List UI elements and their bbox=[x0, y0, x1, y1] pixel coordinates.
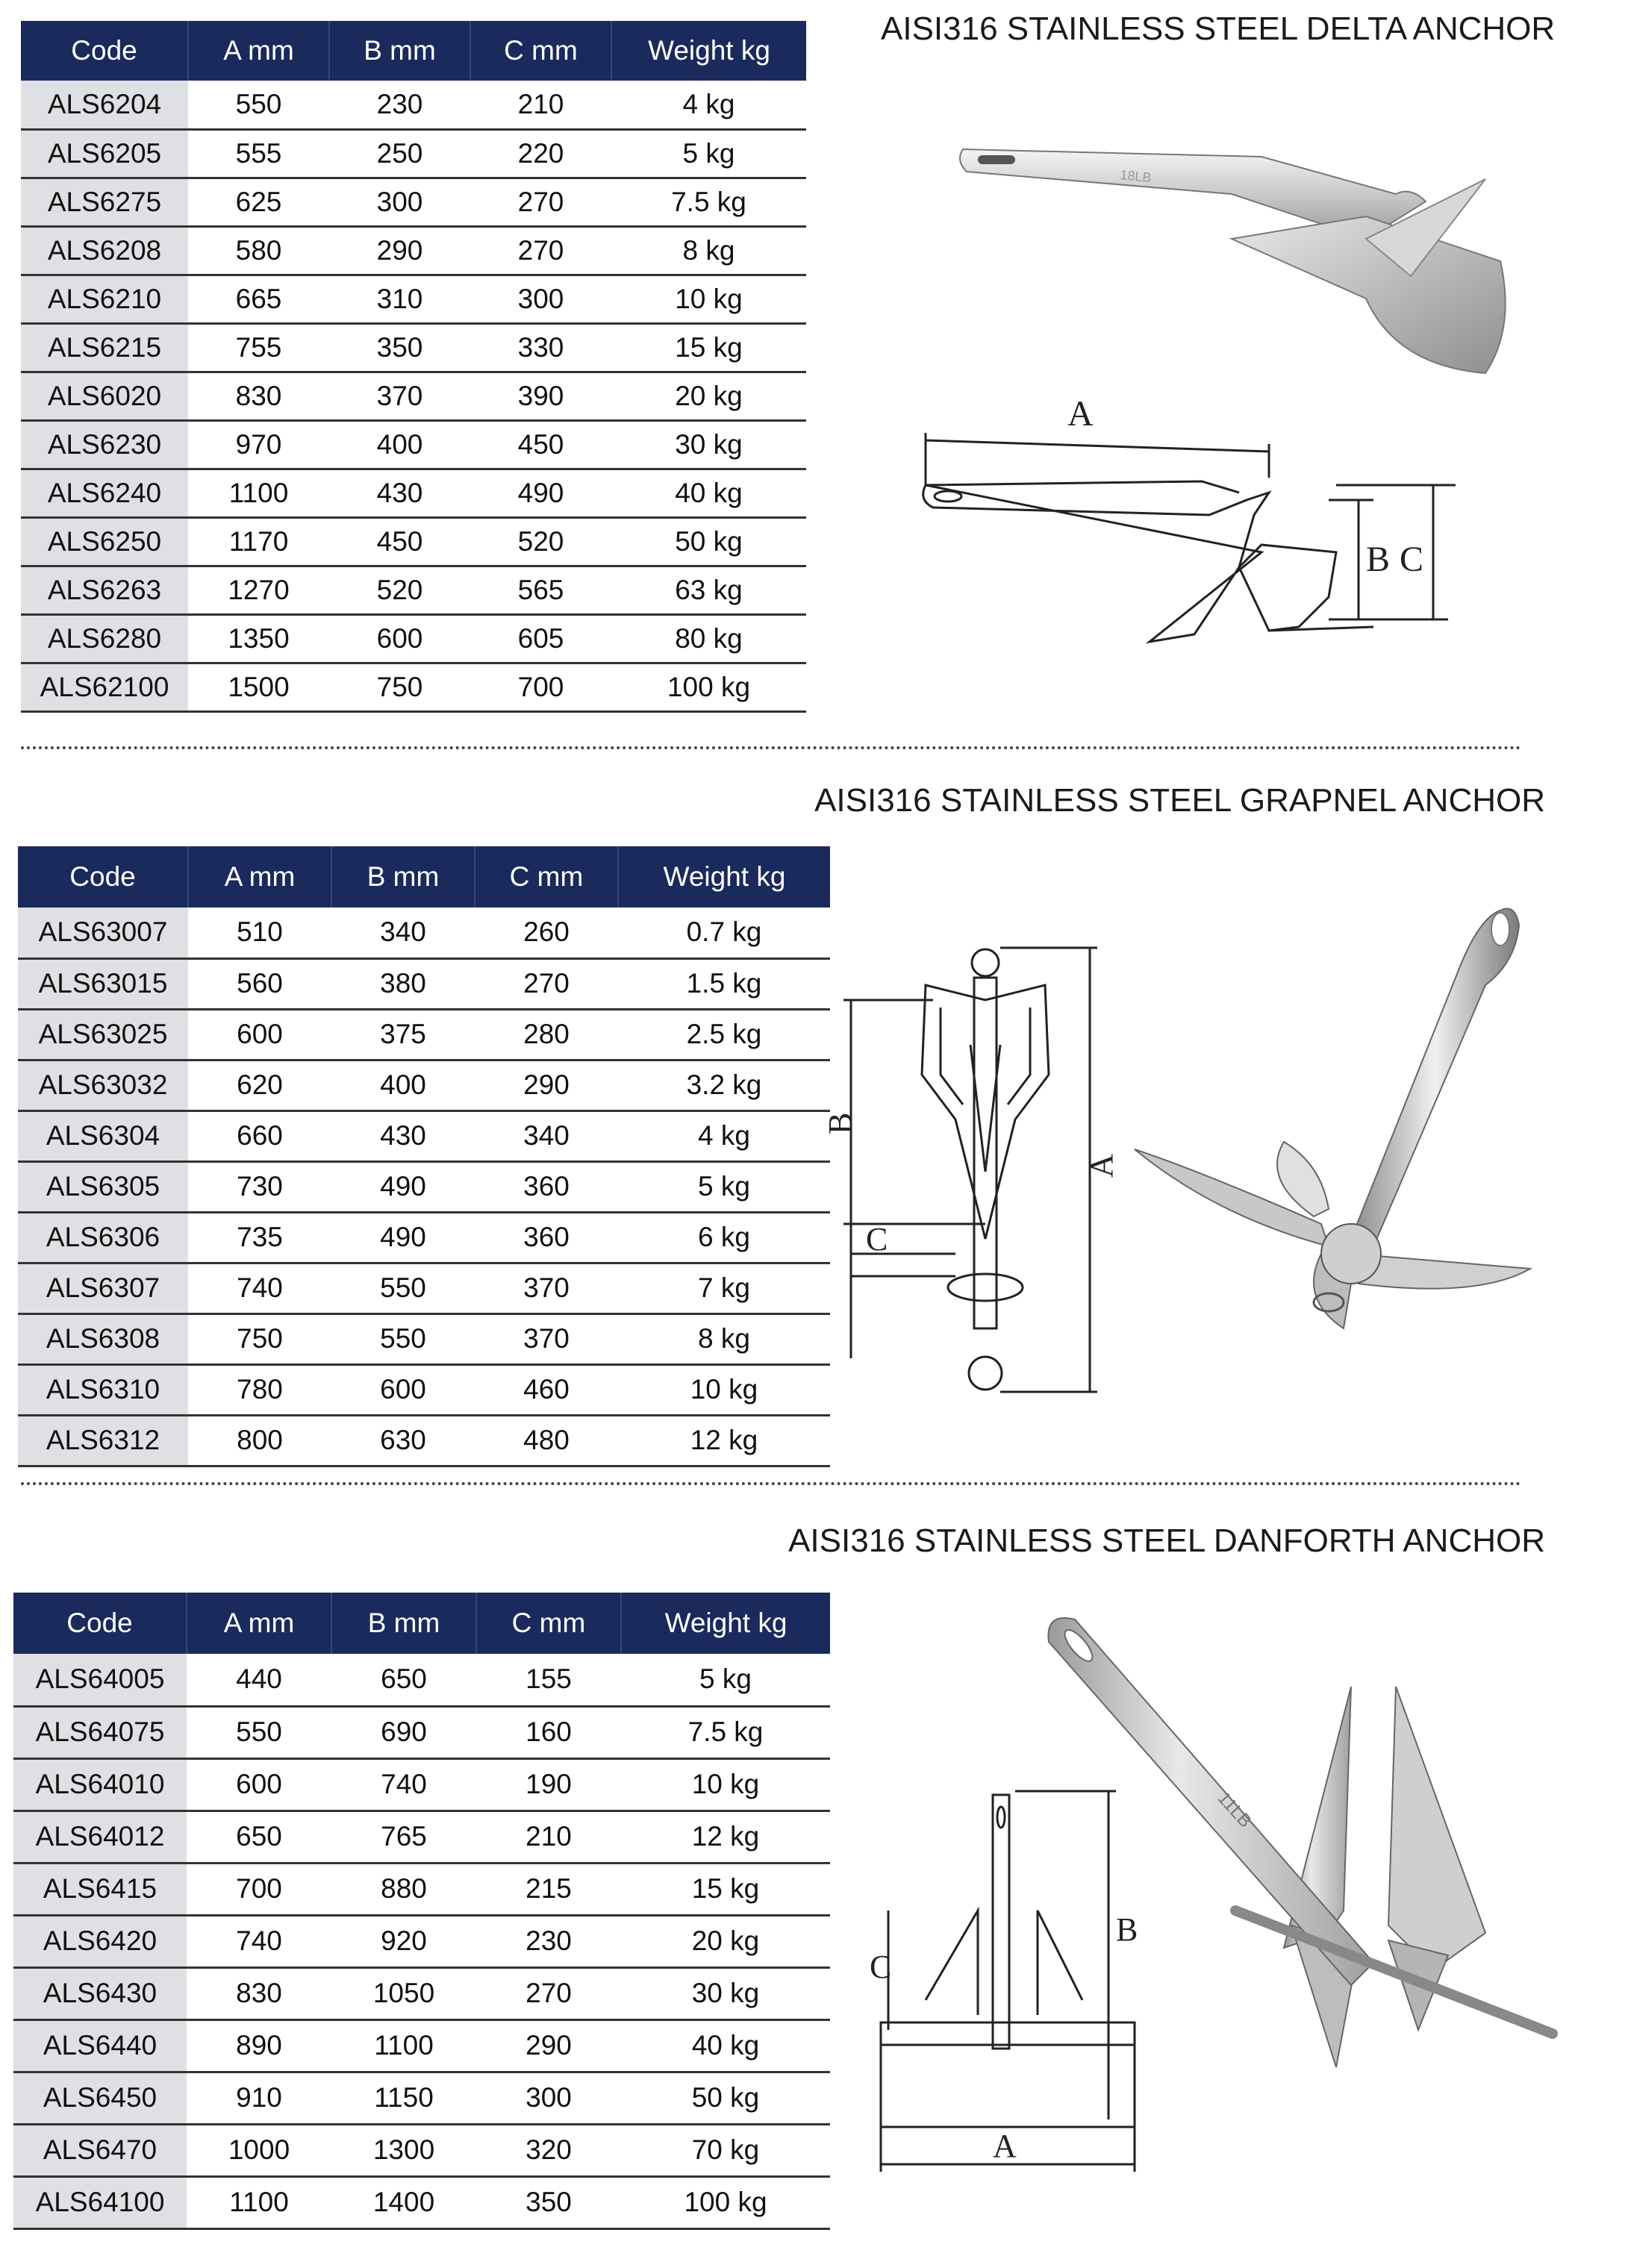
value-cell: 350 bbox=[476, 2176, 621, 2228]
column-header: Weight kg bbox=[621, 1593, 830, 1654]
value-cell: 830 bbox=[187, 1967, 331, 2019]
column-header: A mm bbox=[187, 1593, 331, 1654]
delta-anchor-photo bbox=[948, 127, 1515, 396]
column-header: Weight kg bbox=[611, 21, 806, 81]
value-cell: 780 bbox=[188, 1364, 331, 1415]
value-cell: 5 kg bbox=[621, 1654, 830, 1706]
value-cell: 350 bbox=[329, 323, 470, 372]
column-header: C mm bbox=[470, 21, 611, 81]
value-cell: 480 bbox=[475, 1415, 618, 1466]
value-cell: 8 kg bbox=[611, 226, 806, 275]
table-row bbox=[13, 2176, 830, 2228]
section-divider bbox=[21, 746, 1521, 749]
danforth-anchor-table bbox=[13, 1593, 830, 2230]
value-cell: 550 bbox=[331, 1313, 475, 1364]
value-cell: 400 bbox=[331, 1060, 475, 1110]
table-row bbox=[13, 1863, 830, 1915]
value-cell: 30 kg bbox=[611, 420, 806, 469]
value-cell: 20 kg bbox=[621, 1915, 830, 1967]
value-cell: 830 bbox=[188, 372, 329, 420]
value-cell: 3.2 kg bbox=[618, 1060, 830, 1110]
table-row bbox=[21, 372, 806, 420]
value-cell: 100 kg bbox=[611, 663, 806, 711]
value-cell: 600 bbox=[329, 614, 470, 663]
value-cell: 1100 bbox=[331, 2019, 476, 2072]
grapnel-anchor-title: AISI316 STAINLESS STEEL GRAPNEL ANCHOR bbox=[814, 782, 1545, 819]
value-cell: 80 kg bbox=[611, 614, 806, 663]
table-row bbox=[13, 1654, 830, 1706]
table-row bbox=[13, 2072, 830, 2124]
value-cell: 100 kg bbox=[621, 2176, 830, 2228]
value-cell: 215 bbox=[476, 1863, 621, 1915]
value-cell: 270 bbox=[470, 226, 611, 275]
value-cell: 260 bbox=[475, 907, 618, 958]
value-cell: 12 kg bbox=[621, 1811, 830, 1863]
table-row bbox=[18, 907, 830, 958]
value-cell: 750 bbox=[188, 1313, 331, 1364]
danforth-dim-c: C bbox=[870, 1949, 892, 1985]
value-cell: 910 bbox=[187, 2072, 331, 2124]
grapnel-anchor-drawing bbox=[822, 925, 1135, 1403]
table-row bbox=[21, 226, 806, 275]
value-cell: 550 bbox=[187, 1706, 331, 1758]
danforth-anchor-title: AISI316 STAINLESS STEEL DANFORTH ANCHOR bbox=[788, 1522, 1545, 1559]
table-row bbox=[18, 1060, 830, 1110]
value-cell: 1170 bbox=[188, 517, 329, 566]
value-cell: 920 bbox=[331, 1915, 476, 1967]
grapnel-dim-b: B bbox=[822, 1112, 858, 1134]
value-cell: 380 bbox=[331, 958, 475, 1009]
value-cell: 40 kg bbox=[621, 2019, 830, 2072]
value-cell: 280 bbox=[475, 1009, 618, 1060]
delta-dim-a: A bbox=[1067, 394, 1094, 434]
value-cell: 290 bbox=[475, 1060, 618, 1110]
value-cell: 10 kg bbox=[618, 1364, 830, 1415]
value-cell: 290 bbox=[329, 226, 470, 275]
value-cell: 155 bbox=[476, 1654, 621, 1706]
value-cell: 550 bbox=[331, 1263, 475, 1313]
value-cell: 360 bbox=[475, 1161, 618, 1212]
value-cell: 650 bbox=[331, 1654, 476, 1706]
table-row bbox=[18, 1364, 830, 1415]
value-cell: 370 bbox=[329, 372, 470, 420]
value-cell: 210 bbox=[470, 81, 611, 129]
value-cell: 740 bbox=[188, 1263, 331, 1313]
delta-stamp-text: 18LB bbox=[1119, 167, 1153, 186]
code-cell: ALS6280 bbox=[21, 614, 188, 663]
delta-dim-b: B bbox=[1366, 540, 1391, 579]
code-cell: ALS63015 bbox=[18, 958, 188, 1009]
value-cell: 10 kg bbox=[611, 275, 806, 323]
value-cell: 270 bbox=[470, 178, 611, 226]
value-cell: 1270 bbox=[188, 566, 329, 614]
value-cell: 230 bbox=[476, 1915, 621, 1967]
code-cell: ALS63032 bbox=[18, 1060, 188, 1110]
value-cell: 6 kg bbox=[618, 1212, 830, 1263]
value-cell: 370 bbox=[475, 1313, 618, 1364]
table-row bbox=[18, 1161, 830, 1212]
code-cell: ALS6250 bbox=[21, 517, 188, 566]
grapnel-dim-a: A bbox=[1083, 1154, 1120, 1178]
value-cell: 340 bbox=[475, 1110, 618, 1161]
code-cell: ALS64005 bbox=[13, 1654, 187, 1706]
value-cell: 40 kg bbox=[611, 469, 806, 517]
table-row bbox=[13, 2019, 830, 2072]
table-row bbox=[18, 1009, 830, 1060]
value-cell: 970 bbox=[188, 420, 329, 469]
code-cell: ALS6205 bbox=[21, 129, 188, 178]
value-cell: 630 bbox=[331, 1415, 475, 1466]
code-cell: ALS6310 bbox=[18, 1364, 188, 1415]
value-cell: 765 bbox=[331, 1811, 476, 1863]
value-cell: 10 kg bbox=[621, 1758, 830, 1811]
column-header: B mm bbox=[331, 846, 475, 907]
value-cell: 330 bbox=[470, 323, 611, 372]
table-row bbox=[13, 1967, 830, 2019]
value-cell: 1400 bbox=[331, 2176, 476, 2228]
value-cell: 375 bbox=[331, 1009, 475, 1060]
table-row bbox=[18, 958, 830, 1009]
code-cell: ALS6275 bbox=[21, 178, 188, 226]
table-row bbox=[18, 1110, 830, 1161]
table-row bbox=[21, 81, 806, 129]
danforth-dim-b: B bbox=[1116, 1911, 1138, 1948]
value-cell: 580 bbox=[188, 226, 329, 275]
column-header: C mm bbox=[475, 846, 618, 907]
value-cell: 0.7 kg bbox=[618, 907, 830, 958]
section-divider bbox=[21, 1482, 1521, 1485]
value-cell: 600 bbox=[188, 1009, 331, 1060]
column-header: Weight kg bbox=[618, 846, 830, 907]
value-cell: 290 bbox=[476, 2019, 621, 2072]
value-cell: 7.5 kg bbox=[611, 178, 806, 226]
value-cell: 490 bbox=[331, 1161, 475, 1212]
grapnel-anchor-photo bbox=[1127, 896, 1560, 1358]
table-row bbox=[13, 1758, 830, 1811]
value-cell: 440 bbox=[187, 1654, 331, 1706]
danforth-dim-a: A bbox=[993, 2128, 1017, 2164]
value-cell: 665 bbox=[188, 275, 329, 323]
code-cell: ALS6308 bbox=[18, 1313, 188, 1364]
value-cell: 625 bbox=[188, 178, 329, 226]
value-cell: 520 bbox=[470, 517, 611, 566]
table-row bbox=[18, 1415, 830, 1466]
table-row bbox=[21, 323, 806, 372]
value-cell: 1150 bbox=[331, 2072, 476, 2124]
value-cell: 460 bbox=[475, 1364, 618, 1415]
column-header: B mm bbox=[329, 21, 470, 81]
value-cell: 565 bbox=[470, 566, 611, 614]
column-header: C mm bbox=[476, 1593, 621, 1654]
value-cell: 4 kg bbox=[611, 81, 806, 129]
code-cell: ALS6450 bbox=[13, 2072, 187, 2124]
value-cell: 1000 bbox=[187, 2124, 331, 2176]
table-row bbox=[13, 1915, 830, 1967]
value-cell: 63 kg bbox=[611, 566, 806, 614]
delta-dim-c: C bbox=[1400, 540, 1424, 579]
value-cell: 550 bbox=[188, 81, 329, 129]
code-cell: ALS63025 bbox=[18, 1009, 188, 1060]
value-cell: 50 kg bbox=[621, 2072, 830, 2124]
value-cell: 750 bbox=[329, 663, 470, 711]
column-header: Code bbox=[21, 21, 188, 81]
code-cell: ALS6470 bbox=[13, 2124, 187, 2176]
value-cell: 300 bbox=[470, 275, 611, 323]
table-row bbox=[21, 129, 806, 178]
table-row bbox=[21, 178, 806, 226]
value-cell: 600 bbox=[187, 1758, 331, 1811]
value-cell: 1050 bbox=[331, 1967, 476, 2019]
danforth-anchor-photo bbox=[1045, 1612, 1560, 2119]
value-cell: 300 bbox=[329, 178, 470, 226]
code-cell: ALS6420 bbox=[13, 1915, 187, 1967]
value-cell: 605 bbox=[470, 614, 611, 663]
table-row bbox=[21, 614, 806, 663]
value-cell: 15 kg bbox=[611, 323, 806, 372]
value-cell: 310 bbox=[329, 275, 470, 323]
value-cell: 7 kg bbox=[618, 1263, 830, 1313]
value-cell: 270 bbox=[475, 958, 618, 1009]
delta-anchor-title: AISI316 STAINLESS STEEL DELTA ANCHOR bbox=[881, 10, 1556, 47]
value-cell: 30 kg bbox=[621, 1967, 830, 2019]
table-row bbox=[18, 1313, 830, 1364]
table-row bbox=[13, 2124, 830, 2176]
value-cell: 740 bbox=[187, 1915, 331, 1967]
code-cell: ALS6306 bbox=[18, 1212, 188, 1263]
column-header: Code bbox=[13, 1593, 187, 1654]
value-cell: 450 bbox=[470, 420, 611, 469]
value-cell: 730 bbox=[188, 1161, 331, 1212]
value-cell: 15 kg bbox=[621, 1863, 830, 1915]
value-cell: 690 bbox=[331, 1706, 476, 1758]
value-cell: 755 bbox=[188, 323, 329, 372]
value-cell: 220 bbox=[470, 129, 611, 178]
column-header: A mm bbox=[188, 846, 331, 907]
value-cell: 510 bbox=[188, 907, 331, 958]
table-row bbox=[21, 663, 806, 711]
value-cell: 880 bbox=[331, 1863, 476, 1915]
table-row bbox=[21, 469, 806, 517]
value-cell: 740 bbox=[331, 1758, 476, 1811]
value-cell: 555 bbox=[188, 129, 329, 178]
table-row bbox=[18, 1263, 830, 1313]
delta-anchor-drawing bbox=[911, 388, 1478, 657]
column-header: A mm bbox=[188, 21, 329, 81]
value-cell: 20 kg bbox=[611, 372, 806, 420]
value-cell: 1300 bbox=[331, 2124, 476, 2176]
value-cell: 300 bbox=[476, 2072, 621, 2124]
value-cell: 650 bbox=[187, 1811, 331, 1863]
value-cell: 890 bbox=[187, 2019, 331, 2072]
value-cell: 660 bbox=[188, 1110, 331, 1161]
table-row bbox=[21, 420, 806, 469]
code-cell: ALS6230 bbox=[21, 420, 188, 469]
code-cell: ALS62100 bbox=[21, 663, 188, 711]
value-cell: 735 bbox=[188, 1212, 331, 1263]
code-cell: ALS6307 bbox=[18, 1263, 188, 1313]
value-cell: 5 kg bbox=[611, 129, 806, 178]
value-cell: 520 bbox=[329, 566, 470, 614]
grapnel-anchor-table bbox=[18, 846, 830, 1467]
code-cell: ALS6208 bbox=[21, 226, 188, 275]
table-row bbox=[21, 517, 806, 566]
code-cell: ALS6204 bbox=[21, 81, 188, 129]
column-header: Code bbox=[18, 846, 188, 907]
value-cell: 2.5 kg bbox=[618, 1009, 830, 1060]
code-cell: ALS6304 bbox=[18, 1110, 188, 1161]
value-cell: 1100 bbox=[188, 469, 329, 517]
code-cell: ALS6210 bbox=[21, 275, 188, 323]
value-cell: 1500 bbox=[188, 663, 329, 711]
code-cell: ALS6440 bbox=[13, 2019, 187, 2072]
value-cell: 8 kg bbox=[618, 1313, 830, 1364]
table-row bbox=[21, 566, 806, 614]
grapnel-dim-c: C bbox=[866, 1221, 888, 1258]
value-cell: 5 kg bbox=[618, 1161, 830, 1212]
value-cell: 370 bbox=[475, 1263, 618, 1313]
code-cell: ALS64075 bbox=[13, 1706, 187, 1758]
value-cell: 800 bbox=[188, 1415, 331, 1466]
value-cell: 390 bbox=[470, 372, 611, 420]
value-cell: 560 bbox=[188, 958, 331, 1009]
code-cell: ALS6415 bbox=[13, 1863, 187, 1915]
code-cell: ALS63007 bbox=[18, 907, 188, 958]
value-cell: 600 bbox=[331, 1364, 475, 1415]
value-cell: 230 bbox=[329, 81, 470, 129]
table-row bbox=[18, 1212, 830, 1263]
value-cell: 490 bbox=[331, 1212, 475, 1263]
value-cell: 700 bbox=[187, 1863, 331, 1915]
value-cell: 210 bbox=[476, 1811, 621, 1863]
value-cell: 430 bbox=[329, 469, 470, 517]
value-cell: 340 bbox=[331, 907, 475, 958]
code-cell: ALS6215 bbox=[21, 323, 188, 372]
value-cell: 700 bbox=[470, 663, 611, 711]
value-cell: 270 bbox=[476, 1967, 621, 2019]
value-cell: 160 bbox=[476, 1706, 621, 1758]
code-cell: ALS64012 bbox=[13, 1811, 187, 1863]
value-cell: 4 kg bbox=[618, 1110, 830, 1161]
table-row bbox=[13, 1811, 830, 1863]
value-cell: 1.5 kg bbox=[618, 958, 830, 1009]
column-header: B mm bbox=[331, 1593, 476, 1654]
danforth-stamp-text: 11LB bbox=[1213, 1787, 1256, 1832]
table-row bbox=[21, 275, 806, 323]
value-cell: 7.5 kg bbox=[621, 1706, 830, 1758]
delta-anchor-table bbox=[21, 21, 806, 713]
value-cell: 360 bbox=[475, 1212, 618, 1263]
value-cell: 70 kg bbox=[621, 2124, 830, 2176]
table-row bbox=[13, 1706, 830, 1758]
code-cell: ALS6312 bbox=[18, 1415, 188, 1466]
value-cell: 1350 bbox=[188, 614, 329, 663]
code-cell: ALS6263 bbox=[21, 566, 188, 614]
code-cell: ALS6430 bbox=[13, 1967, 187, 2019]
code-cell: ALS6020 bbox=[21, 372, 188, 420]
value-cell: 1100 bbox=[187, 2176, 331, 2228]
code-cell: ALS64010 bbox=[13, 1758, 187, 1811]
value-cell: 320 bbox=[476, 2124, 621, 2176]
code-cell: ALS6305 bbox=[18, 1161, 188, 1212]
value-cell: 190 bbox=[476, 1758, 621, 1811]
value-cell: 50 kg bbox=[611, 517, 806, 566]
value-cell: 400 bbox=[329, 420, 470, 469]
value-cell: 430 bbox=[331, 1110, 475, 1161]
value-cell: 490 bbox=[470, 469, 611, 517]
value-cell: 12 kg bbox=[618, 1415, 830, 1466]
code-cell: ALS6240 bbox=[21, 469, 188, 517]
value-cell: 620 bbox=[188, 1060, 331, 1110]
value-cell: 250 bbox=[329, 129, 470, 178]
value-cell: 450 bbox=[329, 517, 470, 566]
code-cell: ALS64100 bbox=[13, 2176, 187, 2228]
